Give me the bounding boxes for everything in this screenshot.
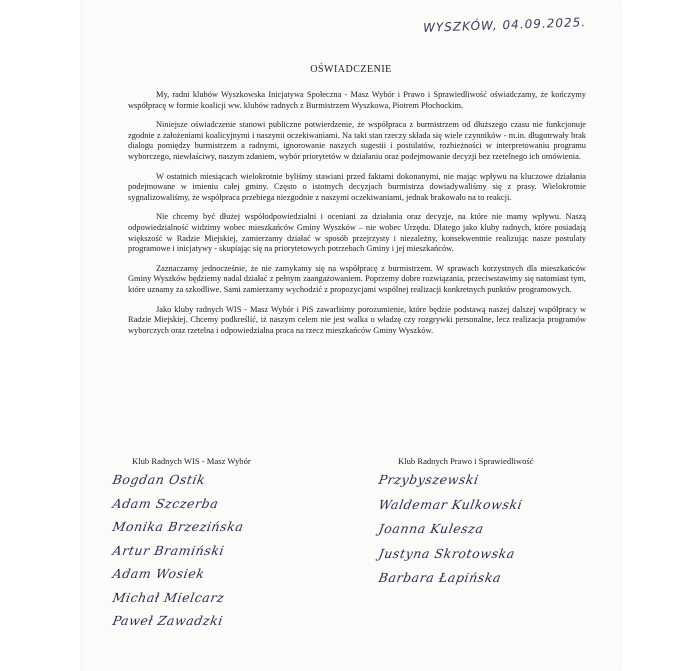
signature: Joanna Kulesza	[377, 521, 486, 536]
paragraph-1: My, radni klubów Wyszkowska Inicjatywa Społeczna - Masz Wybór i Prawo i Sprawiedliwość oświadczamy, że kończymy współpracę w formie koalicji ww. klubów radnych z Burmistrzem Wyszkowa, Piotrem Płochockim.	[128, 90, 586, 110]
signature: Barbara Łapińska	[377, 570, 503, 585]
signature: Paweł Zawadzki	[111, 613, 225, 628]
document-page	[82, 0, 620, 671]
paragraph-2: Niniejsze oświadczenie stanowi publiczne potwierdzenie, że współpraca z burmistrzem od dłuższego czasu nie funkcjonuje zgodnie z założeniami koalicyjnymi i naszymi oczekiwaniami. Na taki stan rzeczy składa się wiele czynników - m.in. długotrwały brak dialogu pomiędzy burmistrzem a radnymi, ignorowanie naszych sugestii i postulatów, rozbieżności w interpretowaniu programu wyborczego, niewłaściwy, naszym zdaniem, wybór priorytetów w działaniu oraz podejmowanie decyzji bez rzetelnego ich omówienia.	[128, 120, 586, 161]
paragraph-4: Nie chcemy być dłużej współodpowiedzialni i oceniani za działania oraz decyzje, na które nie mamy wpływu. Naszą odpowiedzialność widzimy wobec mieszkańców Gminy Wyszków – nie wobec Urzędu. Dlatego jako kluby radnych, które posiadają większość w Radzie Miejskiej, zamierzamy działać w sposób przejrzysty i niezależny, konsekwentnie realizując nasze postulaty programowe i inicjatywy - skupiając się na priorytetowych potrzebach Gminy i jej mieszkańców.	[128, 212, 586, 254]
paragraph-5: Zaznaczamy jednocześnie, że nie zamykamy się na współpracę z burmistrzem. W sprawach korzystnych dla mieszkańców Gminy Wyszków będziemy nadal działać z pełnym zaangażowaniem. Poprzemy dobre rozwiązania, przeciwstawimy się natomiast tym, które uznamy za szkodliwe. Sami zamierzamy wychodzić z propozycjami wspólnej realizacji konkretnych punktów programowych.	[128, 263, 586, 294]
signature: Bogdan Ostik	[111, 472, 207, 487]
club-label-wis: Klub Radnych WIS - Masz Wybór	[132, 456, 251, 466]
signature: Artur Bramiński	[111, 542, 226, 558]
paragraph-3: W ostatnich miesiącach wielokrotnie byliśmy stawiani przed faktami dokonanymi, nie mając wpływu na kluczowe działania podejmowane w imieniu całej gminy. Często o istotnych decyzjach burmistrza dowiadywaliśmy się z prasy. Wielokrotnie sygnalizowaliśmy, że współpraca przebiega niezgodnie z naszymi oczekiwaniami, jednak brakowało na to reakcji.	[128, 171, 586, 202]
signature: Justyna Skrotowska	[377, 545, 517, 561]
signature: Michał Mielcarz	[111, 589, 226, 605]
signature: Adam Wosiek	[111, 566, 206, 581]
club-label-pis: Klub Radnych Prawo i Sprawiedliwość	[398, 456, 534, 466]
signature: Waldemar Kulkowski	[377, 496, 524, 512]
document-title: OŚWIADCZENIE	[310, 64, 392, 75]
paragraph-6: Jako kluby radnych WIS - Masz Wybór i PiS zawarliśmy porozumienie, które będzie podstawą naszej dalszej współpracy w Radzie Miejskiej. Chcemy podkreślić, iż naszym celem nie jest walka o władzę czy rozgrywki personalne, lecz realizacja programów wyborczych oraz rzetelna i odpowiedzialna praca na rzecz mieszkańców Gminy Wyszków.	[128, 304, 586, 335]
signatures-pis	[378, 456, 578, 595]
place-date-handwritten: WYSZKÓW, 04.09.2025.	[422, 15, 587, 35]
signature: Przybyszewski	[377, 472, 481, 487]
signature: Adam Szczerba	[111, 495, 220, 511]
signatures-wis	[112, 456, 312, 637]
document-body	[128, 90, 586, 345]
signature: Monika Brzezińska	[111, 519, 245, 534]
